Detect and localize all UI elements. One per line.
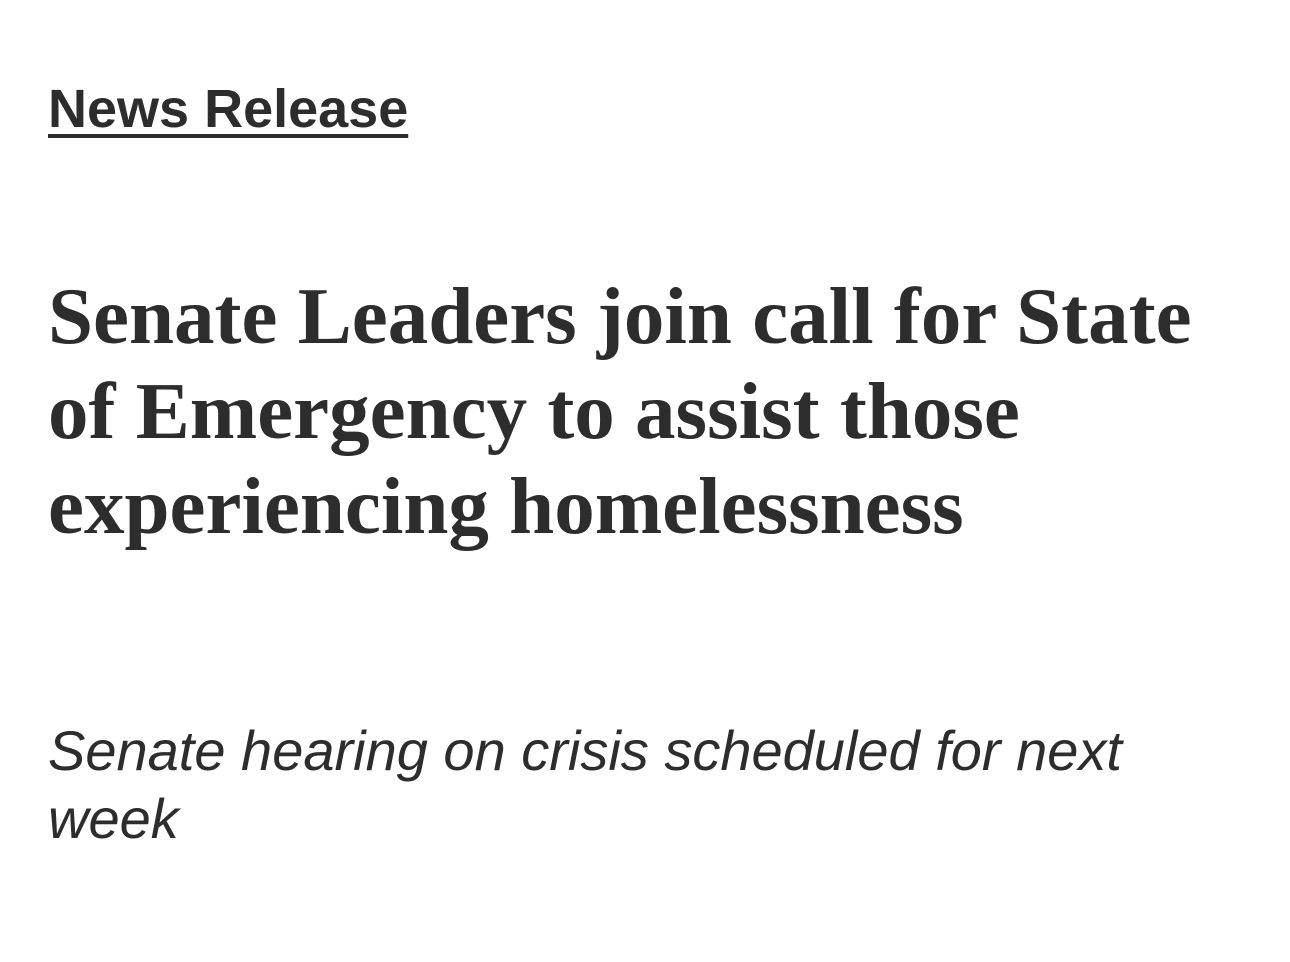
article-subtitle: Senate hearing on crisis scheduled for next week: [48, 718, 1122, 850]
article-headline: Senate Leaders join call for State of Emergency to assist those experiencing homelessness: [48, 270, 1192, 551]
news-release-category-link[interactable]: News Release: [48, 79, 409, 139]
